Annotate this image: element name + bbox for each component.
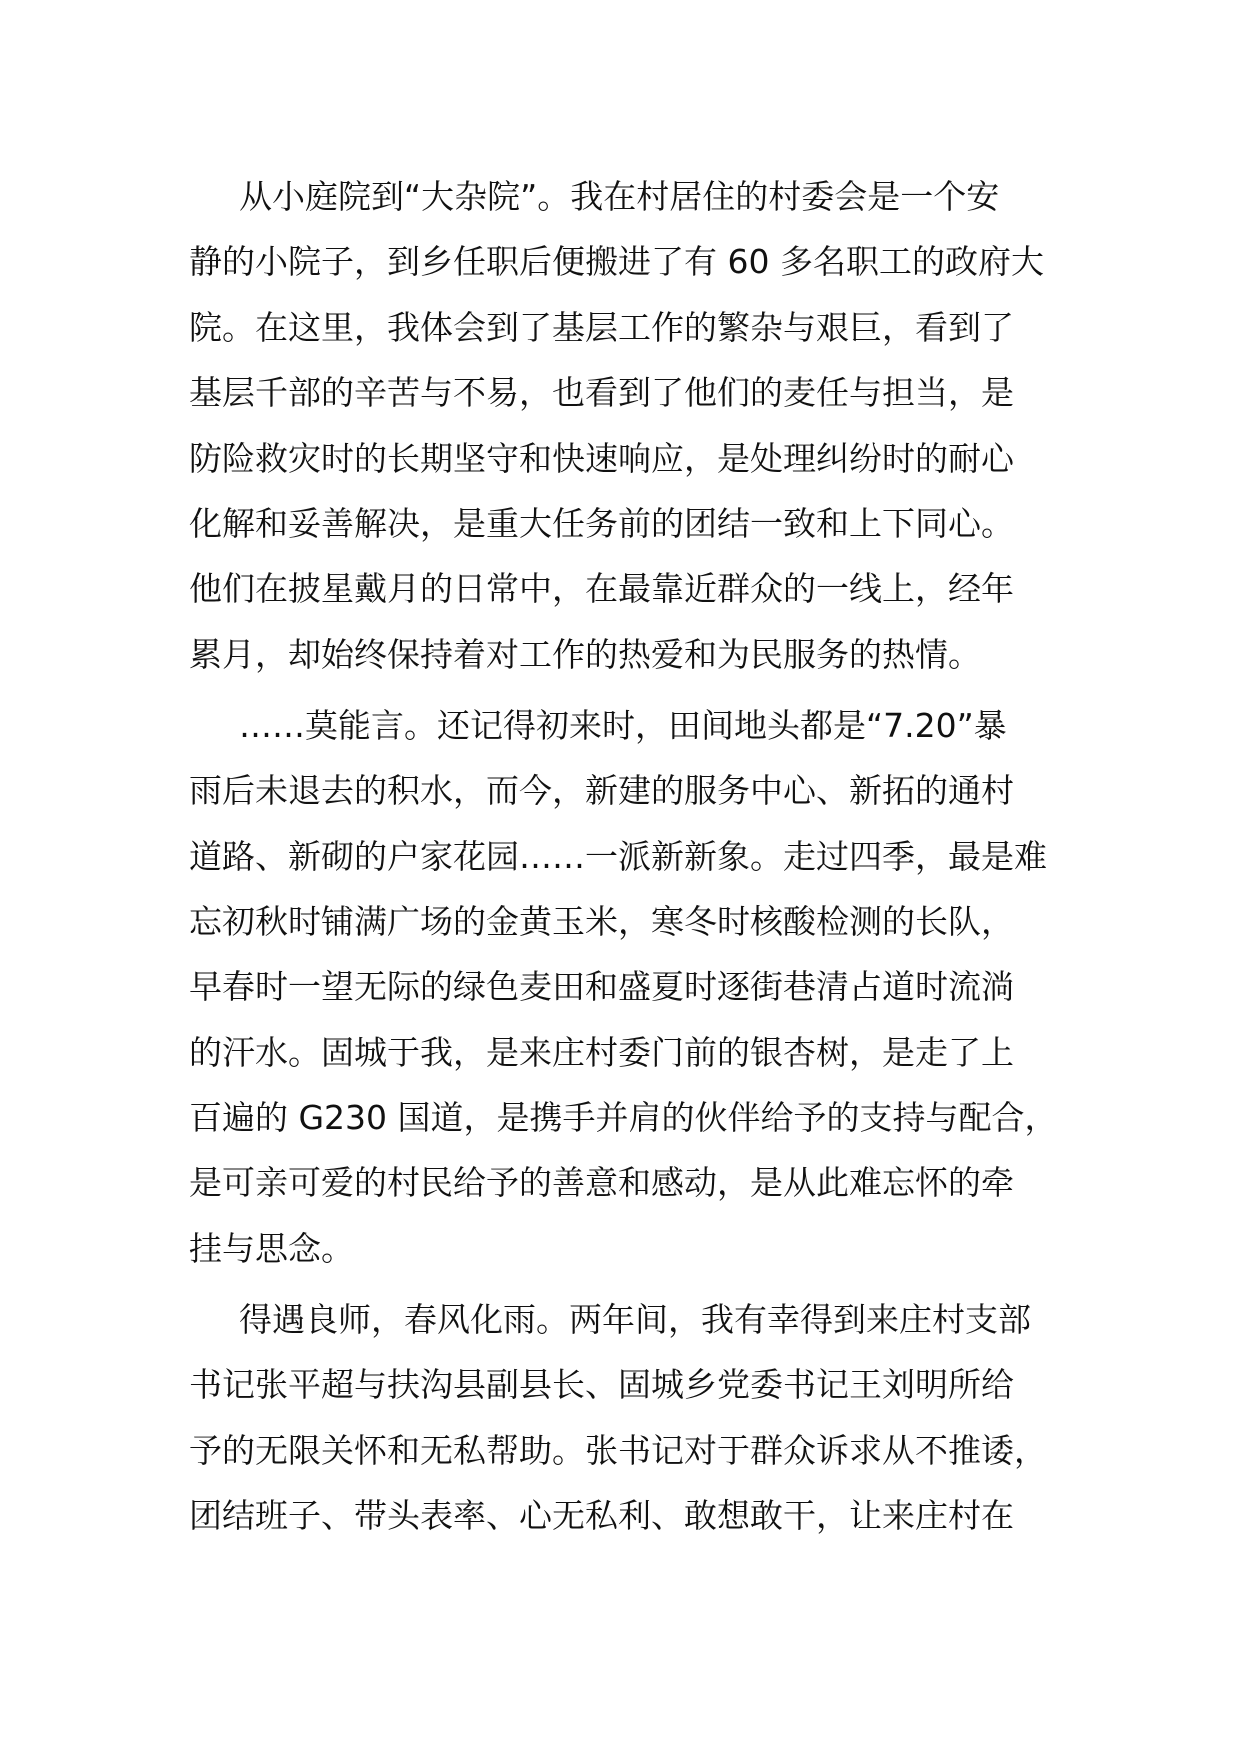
- text-line: 他们在披星戴月的日常中，在最靠近群众的一线上，经年: [189, 569, 1014, 609]
- text-line: ……莫能言。还记得初来时，田间地头都是“7.20”暴: [239, 705, 1007, 745]
- text-line: 予的无限关怀和无私帮助。张书记对于群众诉求从不推诿，: [189, 1430, 1047, 1470]
- text-line: 基层千部的辛苦与不易，也看到了他们的麦任与担当，是: [189, 373, 1014, 413]
- text-line: 挂与思念。: [189, 1228, 354, 1268]
- paragraph: [189, 164, 1069, 687]
- paragraph: [189, 1287, 1069, 1549]
- text-line: 团结班子、带头表率、心无私利、敢想敢干，让来庄村在: [189, 1496, 1014, 1535]
- text-line: 是可亲可爱的村民给予的善意和感动，是从此难忘怀的牵: [189, 1163, 1014, 1203]
- paragraph: [189, 693, 1069, 1282]
- text-line: 院。在这里，我体会到了基层工作的繁杂与艰巨，看到了: [189, 307, 1014, 347]
- text-line: 百遍的 G230 国道，是携手并肩的伙伴给予的支持与配合，: [189, 1098, 1058, 1138]
- document-body: [189, 164, 1069, 1554]
- text-line: 得遇良师，春风化雨。两年间，我有幸得到来庄村支部: [239, 1299, 1031, 1339]
- text-line: 防险救灾时的长期坚守和快速响应，是处理纠纷时的耐心: [189, 438, 1014, 478]
- text-line: 的汗水。固城于我，是来庄村委门前的银杏树，是走了上: [189, 1032, 1014, 1072]
- text-line: 累月，却始终保持着对工作的热爱和为民服务的热情。: [189, 634, 981, 674]
- text-line: 早春时一望无际的绿色麦田和盛夏时逐街巷清占道时流淌: [189, 967, 1014, 1007]
- text-line: 书记张平超与扶沟县副县长、固城乡党委书记王刘明所给: [189, 1365, 1014, 1405]
- text-line: 雨后未退去的积水，而今，新建的服务中心、新拓的通村: [189, 771, 1014, 811]
- text-line: 从小庭院到“大杂院”。我在村居住的村委会是一个安: [239, 177, 1000, 216]
- text-line: 静的小院子，到乡任职后便搬进了有 60 多名职工的政府大: [189, 242, 1044, 282]
- text-line: 道路、新砌的户家花园……一派新新象。走过四季，最是难: [189, 836, 1047, 876]
- text-line: 化解和妥善解决，是重大任务前的团结一致和上下同心。: [189, 503, 1014, 543]
- text-line: 忘初秋时铺满广场的金黄玉米，寒冬时核酸检测的长队，: [189, 901, 1014, 941]
